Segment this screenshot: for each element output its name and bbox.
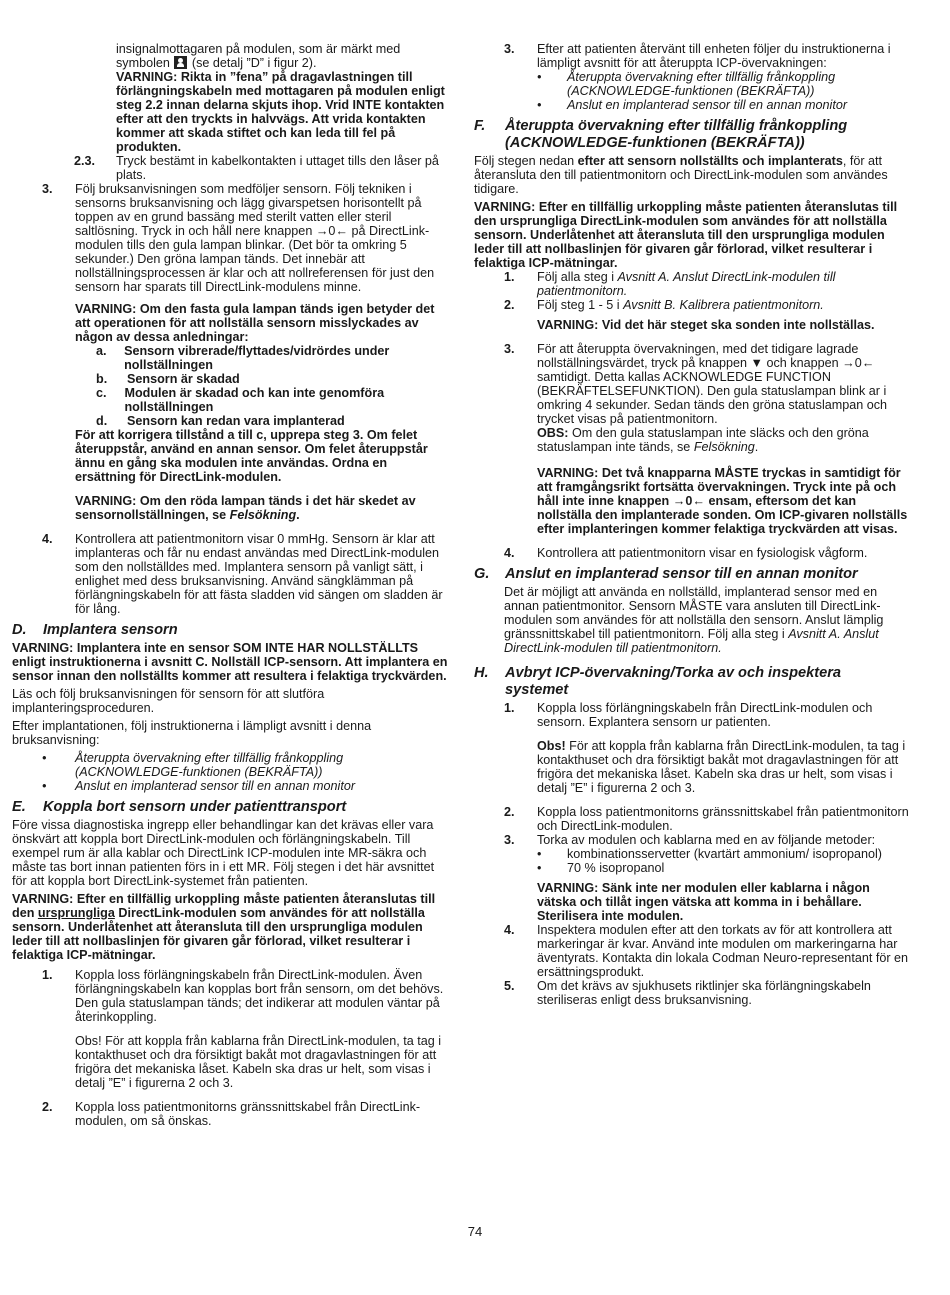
section-e-warning: VARNING: Efter en tillfällig urkoppling måste patienten återanslutas till den ursprungliga DirectLink-modulen som användes för att nollställa sensorn. Underlåtenhet att återansluta till den ursprungliga modulen leder till att nollbaslinjen för givaren går förlorad, vilket resulterar i felaktiga ICP-mätningar.: [12, 892, 436, 962]
list-item: • Återuppta övervakning efter tillfällig frånkoppling (ACKNOWLEDGE-funktionen (BEKRÄFTA)): [42, 751, 344, 779]
step-3-warning: VARNING: Om den fasta gula lampan tänds igen betyder det att operationen för att nollställa sensorn misslyckades av någon av dessa anledningar:: [75, 302, 435, 344]
section-f-step-2: 2. Följ steg 1 - 5 i Avsnitt B. Kalibrera patientmonitorn. VARNING: Vid det här steget ska sonden inte nollställas.: [474, 298, 910, 332]
list-item: a. Sensorn vibrerade/flyttades/vidrördes under nollställningen: [96, 344, 390, 372]
section-e-obs: Obs! För att koppla från kablarna från DirectLink-modulen, ta tag i kontakthuset och dra försiktigt bakåt mot dragavlastningen för att frigöra det mekaniska låset. Kabeln ska dras ur helt, som visas i detalj ”E” i figurerna 2 och 3.: [75, 1034, 442, 1090]
intro-line-2: symbolen (se detalj ”D” i figur 2).: [116, 56, 317, 70]
section-h-heading: H. Avbryt ICP-övervakning/Torka av och inspektera systemet: [474, 665, 842, 698]
section-f-step-1: 1. Följ alla steg i Avsnitt A. Anslut DirectLink-modulen till patientmonitorn.: [504, 270, 836, 298]
section-d-heading: D. Implantera sensorn: [12, 622, 178, 638]
failure-reasons-list: [75, 344, 448, 428]
section-f-obs: OBS: Om den gula statuslampan inte släcks och den gröna statuslampan inte tänds, se Felsökning.: [537, 426, 869, 454]
red-lamp-warning: VARNING: Om den röda lampan tänds i det här skedet av sensornollställningen, se Felsökning.: [75, 494, 416, 522]
list-item: c. Modulen är skadad och kan inte genomföra nollställningen: [96, 386, 385, 414]
section-f-step-4: 4. Kontrollera att patientmonitorn visar en fysiologisk vågform.: [504, 546, 868, 560]
person-symbol-icon: [174, 56, 187, 69]
list-item: • kombinationsservetter (kvartärt ammonium/ isopropanol): [537, 847, 882, 861]
section-d-warning: VARNING: Implantera inte en sensor SOM INTE HAR NOLLSTÄLLTS enligt instruktionerna i avsnitt C. Nollställ ICP-sensorn. Att implantera en sensor innan den nollställts kommer att resultera i felaktiga tryckvärden.: [12, 641, 448, 683]
step-4: 4. Kontrollera att patientmonitorn visar 0 mmHg. Sensorn är klar att implanteras och får nu endast användas med DirectLink-modulen som den nollställdes med. Implantera sensorn på vanligt sätt, i enlighet med dess bruksanvisning. Använd sängklämman på förlängningskabeln för att fästa sladden vid sängen om sladden är för lång.: [42, 532, 443, 616]
section-e-step-1: 1. Koppla loss förlängningskabeln från DirectLink-modulen. Även förlängningskabeln kan kopplas bort från sensorn, om det behövs. Den gula statuslampan tänds; det indikerar att modulen väntar på återinkoppling. Obs! För att koppla från kablarna från DirectLink-modulen, ta tag i kontakthuset och dra försiktigt bakåt mot dragavlastningen för att frigöra det mekaniska låset. Kabeln ska dras ur helt, som visas i detalj ”E” i figurerna 2 och 3.: [12, 968, 448, 1090]
list-item: • Återuppta övervakning efter tillfällig frånkoppling (ACKNOWLEDGE-funktionen (BEKRÄFTA)): [537, 70, 836, 98]
section-e-step-2: 2. Koppla loss patientmonitorns gränssnittskabel från DirectLink-modulen, om så önskas.: [42, 1100, 421, 1128]
section-g-para: Det är möjligt att använda en nollställd, implanterad sensor med en annan patientmonitor. Sensorn MÅSTE vara ansluten till DirectLink-modulen som användes för att nollställa den sensorn. Anslut lämplig gränssnittskabel till patientmonitorn. Följ alla steg i Avsnitt A. Anslut DirectLink-modulen till patientmonitorn.: [504, 585, 884, 655]
section-h-step-1: 1. Koppla loss förlängningskabeln från DirectLink-modulen och sensorn. Explantera sensorn ur patienten. Obs! För att koppla från kablarna från DirectLink-modulen, ta tag i kontakthuset och dra försiktigt bakåt mot dragavlastningen för att frigöra det mekaniska låset. Kabeln ska dras ur helt, som visas i detalj ”E” i figurerna 2 och 3.: [474, 701, 910, 795]
section-h-step-5: 5. Om det krävs av sjukhusets riktlinjer ska förlängningskabeln steriliseras enligt dess bruksanvisning.: [504, 979, 871, 1007]
section-h-step-2: 2. Koppla loss patientmonitorns gränssnittskabel från patientmonitorn och DirectLink-modulen.: [504, 805, 909, 833]
two-buttons-warning: VARNING: Det två knapparna MÅSTE tryckas in samtidigt för att framgångsrikt fortsätta övervakningen. Tryck inte på och håll inte inne knappen →0← ensam, eftersom det kan nollställa den implanterade sonden. Om ICP-givaren nollställs efter implanteringen kommer felaktiga tryckvärden att visas.: [537, 466, 908, 536]
section-f-warning: VARNING: Efter en tillfällig urkoppling måste patienten återanslutas till den ursprungliga DirectLink-modulen som användes för att nollställa sensorn. Underlåtenhet att återansluta till den ursprungliga modulen leder till att nollbaslinjen för givaren går förlorad, vilket resulterar i felaktiga ICP-mätningar.: [474, 200, 898, 270]
section-h-step-3: 3. Torka av modulen och kablarna med en av följande metoder: • kombinationsservetter (kvartärt ammonium/ isopropanol) • 70 % isopropanol VARNING: Sänk inte ner modulen eller kablarna i någon vätska och tillåt ingen vätska att komma in i behållare. Sterilisera inte modulen.: [474, 833, 910, 923]
list-item: • Anslut en implanterad sensor till en annan monitor: [537, 98, 848, 112]
section-f-para: Följ stegen nedan efter att sensorn nollställts och implanterats, för att återansluta den till patientmonitorn och DirectLink-modulen som användes tidigare.: [474, 154, 888, 196]
step-3-correction: För att korrigera tillstånd a till c, upprepa steg 3. Om felet återuppstår, använd en annan sensor. Om felet återuppstår ännu en gång ska modulen inte användas. Ordna en ersättning för DirectLink-modulen.: [75, 428, 428, 484]
step-3: 3. Följ bruksanvisningen som medföljer sensorn. Följ tekniken i sensorns bruksanvisning och lägg givarspetsen horisontellt på toppen av en grund bassäng med sterilt vatten eller steril saltlösning. Tryck in och håll nere knappen →0← på DirectLink-modulen tills den gula lampan blinkar. (Det bör ta omkring 5 sekunder.) Den gröna lampan tänds. Det innebär att nollställningsprocessen är klar och att nollreferensen för just den sensorn har sparats till DirectLink-modulens minne. VARNING: Om den fasta gula lampan tänds igen betyder det att operationen för att nollställa sensorn misslyckades av någon av dessa anledningar: a. Sensorn vibrerade/flyttades/vidrördes under nollställningen b. Sensorn är skadad c. Modulen är skadad och kan inte genomföra nollställningen d. Sensorn kan redan vara implanterad För att korrigera tillstånd a till c, upprepa steg 3. Om felet återuppstår, använd en annan sensor. Om felet återuppstår ännu en gång ska modulen inte användas. Ordna en ersättning för DirectLink-modulen. VARNING: Om den röda lampan tänds i det här skedet av sensornollställningen, se Felsökning.: [12, 182, 448, 522]
list-item: • 70 % isopropanol: [537, 861, 665, 875]
section-d-para-1: Läs och följ bruksanvisningen för sensorn för att slutföra implanteringsproceduren.: [12, 687, 325, 715]
intro-block: [12, 42, 448, 154]
step-3-resume: 3. Efter att patienten återvänt till enheten följer du instruktionerna i lämpligt avsnitt för att återuppta ICP-övervakningen: • Återuppta övervakning efter tillfällig frånkoppling (ACKNOWLEDGE-funktionen (BEKRÄFTA)) • Anslut en implanterad sensor till en annan monitor: [474, 42, 910, 112]
page-number: 74: [467, 1224, 483, 1239]
section-f-heading: F. Återuppta övervakning efter tillfällig frånkoppling (ACKNOWLEDGE-funktionen (BEKRÄFTA)): [474, 118, 848, 151]
section-h-step-4: 4. Inspektera modulen efter att den torkats av för att kontrollera att markeringar är kvar. Använd inte modulen om markeringarna har äventyrats. Kontakta din lokala Codman Neuro-representant för en ersättningsprodukt.: [504, 923, 909, 979]
section-e-heading: E. Koppla bort sensorn under patienttransport: [12, 799, 347, 815]
intro-warning: VARNING: Rikta in ”fena” på dragavlastningen till förlängningskabeln med mottagaren på modulen enligt steg 2.2 innan delarna skjuts ihop. Vrid INTE kontakten efter att den tryckts in halvvägs. Att vrida kontakten kommer att skada stiftet och kan leda till fel på produkten.: [116, 70, 445, 154]
intro-line-1: insignalmottagaren på modulen, som är märkt med: [116, 42, 401, 56]
section-d-para-2: Efter implantationen, följ instruktionerna i lämpligt avsnitt i denna bruksanvisning:: [12, 719, 372, 747]
no-zero-warning: VARNING: Vid det här steget ska sonden inte nollställas.: [537, 318, 875, 332]
right-column: [474, 42, 910, 1007]
list-item: • Anslut en implanterad sensor till en annan monitor: [42, 779, 356, 793]
list-item: d. Sensorn kan redan vara implanterad: [96, 414, 345, 428]
section-h-obs: Obs! För att koppla från kablarna från DirectLink-modulen, ta tag i kontakthuset och dra försiktigt bakåt mot dragavlastningen för att frigöra det mekaniska låset. Kabeln ska dras ur helt, som visas i detalj ”E” i figurerna 2 och 3.: [537, 739, 906, 795]
section-g-heading: G. Anslut en implanterad sensor till en annan monitor: [474, 566, 858, 582]
left-column: [12, 42, 448, 1128]
section-e-para: Före vissa diagnostiska ingrepp eller behandlingar kan det krävas eller vara önskvärt att koppla bort DirectLink-modulen och förlängningskabeln. Till exempel rum är alla kablar och DirectLink ICP-modulen inte MR-säkra och måste tas bort innan patienten förs in i ett MR. Följ stegen i det här avsnittet för att koppla bort DirectLink-systemet från patienten.: [12, 818, 435, 888]
step-2-3: 2.3. Tryck bestämt in kabelkontakten i uttaget tills den låser på plats.: [74, 154, 439, 182]
list-item: b. Sensorn är skadad: [96, 372, 240, 386]
no-immersion-warning: VARNING: Sänk inte ner modulen eller kablarna i någon vätska och tillåt ingen vätska att komma in i behållare. Sterilisera inte modulen.: [537, 881, 870, 923]
section-f-step-3: 3. För att återuppta övervakningen, med det tidigare lagrade nollställningsvärdet, tryck på knappen ▼ och knappen →0← samtidigt. Detta kallas ACKNOWLEDGE FUNCTION (BEKRÄFTELSEFUNKTION). Den gula statuslampan blink ar i omkring 4 sekunder. Sedan tänds den gröna statuslampan och trycket visas på patientmonitorn. OBS: Om den gula statuslampan inte släcks och den gröna statuslampan inte tänds, se Felsökning. VARNING: Det två knapparna MÅSTE tryckas in samtidigt för att framgångsrikt fortsätta övervakningen. Tryck inte på och håll inte inne knappen →0← ensam, eftersom det kan nollställa den implanterade sonden. Om ICP-givaren nollställs efter implanteringen kommer felaktiga tryckvärden att visas.: [474, 342, 910, 536]
